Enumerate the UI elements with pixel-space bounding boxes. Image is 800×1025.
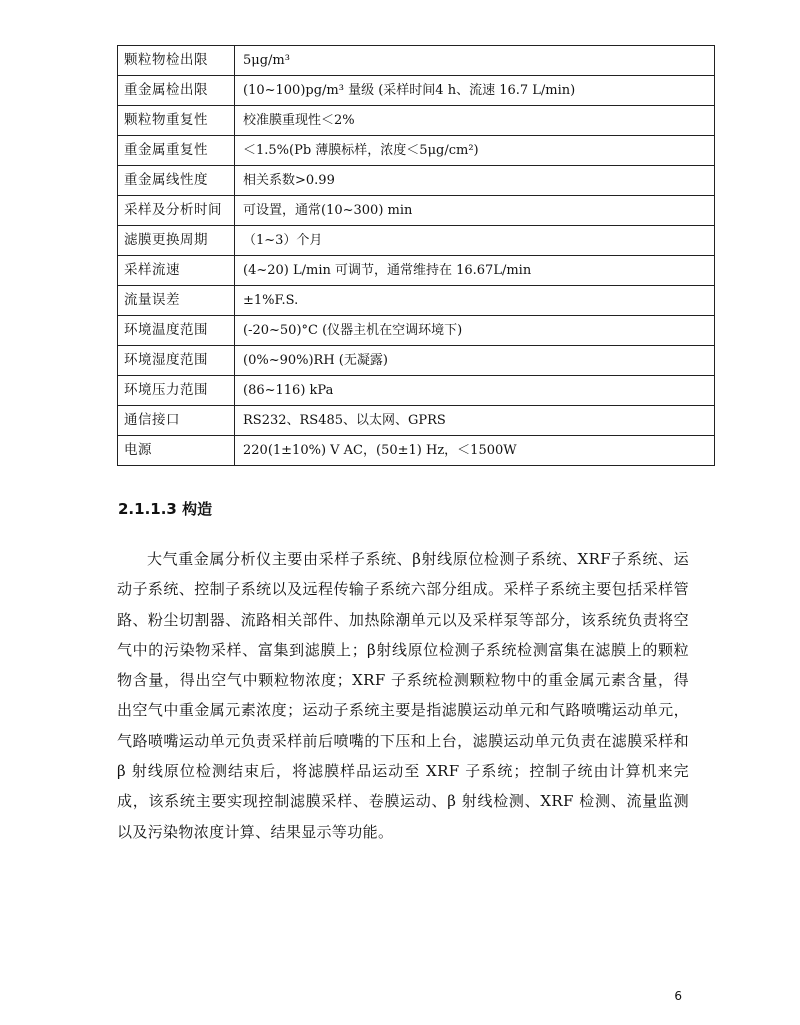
row-label: 流量误差 xyxy=(118,286,235,316)
row-label: 环境湿度范围 xyxy=(118,346,235,376)
table-row xyxy=(118,196,715,226)
row-value: (10~100)pg/m³ 量级 (采样时间4 h、流速 16.7 L/min) xyxy=(235,76,715,106)
row-value: 可设置，通常(10~300) min xyxy=(235,196,715,226)
table-row xyxy=(118,166,715,196)
row-label: 颗粒物检出限 xyxy=(118,46,235,76)
row-label: 环境压力范围 xyxy=(118,376,235,406)
row-label: 电源 xyxy=(118,436,235,466)
row-label: 通信接口 xyxy=(118,406,235,436)
body-paragraph: 大气重金属分析仪主要由采样子系统、β射线原位检测子系统、XRF子系统、运动子系统、控制子系统以及远程传输子系统六部分组成。采样子系统主要包括采样管路、粉尘切割器、流路相关部件、加热除潮单元以及采样泵等部分，该系统负责将空气中的污染物采样、富集到滤膜上；β射线原位检测子系统检测富集在滤膜上的颗粒物含量，得出空气中颗粒物浓度；XRF 子系统检测颗粒物中的重金属元素含量，得出空气中重金属元素浓度；运动子系统主要是指滤膜运动单元和气路喷嘴运动单元，气路喷嘴运动单元负责采样前后喷嘴的下压和上台，滤膜运动单元负责在滤膜采样和 β 射线原位检测结束后，将滤膜样品运动至 XRF 子系统；控制子统由计算机来完成，该系统主要实现控制滤膜采样、卷膜运动、β 射线检测、XRF 检测、流量监测以及污染物浓度计算、结果显示等功能。 xyxy=(117,550,689,841)
row-value: 5μg/m³ xyxy=(235,46,715,76)
table-row xyxy=(118,436,715,466)
specification-table-body xyxy=(118,46,715,466)
table-row xyxy=(118,106,715,136)
row-value: (0%~90%)RH (无凝露) xyxy=(235,346,715,376)
table-row xyxy=(118,346,715,376)
table-row xyxy=(118,76,715,106)
table-row xyxy=(118,136,715,166)
table-row xyxy=(118,46,715,76)
row-label: 滤膜更换周期 xyxy=(118,226,235,256)
table-row xyxy=(118,256,715,286)
table-row xyxy=(118,286,715,316)
row-value: RS232、RS485、以太网、GPRS xyxy=(235,406,715,436)
row-value: （1~3）个月 xyxy=(235,226,715,256)
section-heading: 2.1.1.3 构造 xyxy=(118,500,213,518)
table-row xyxy=(118,376,715,406)
row-value: (86~116) kPa xyxy=(235,376,715,406)
row-value: 相关系数>0.99 xyxy=(235,166,715,196)
table-row xyxy=(118,316,715,346)
row-label: 采样流速 xyxy=(118,256,235,286)
row-label: 采样及分析时间 xyxy=(118,196,235,226)
page-number: 6 xyxy=(674,989,682,1003)
specification-table xyxy=(117,45,715,466)
row-label: 重金属重复性 xyxy=(118,136,235,166)
row-value: (-20~50)°C (仪器主机在空调环境下) xyxy=(235,316,715,346)
table-row xyxy=(118,406,715,436)
row-value: 校准膜重现性＜2% xyxy=(235,106,715,136)
row-value: (4~20) L/min 可调节，通常维持在 16.67L/min xyxy=(235,256,715,286)
row-value: ＜1.5%(Pb 薄膜标样，浓度＜5μg/cm²) xyxy=(235,136,715,166)
table-row xyxy=(118,226,715,256)
row-label: 环境温度范围 xyxy=(118,316,235,346)
row-value: 220(1±10%) V AC，(50±1) Hz，＜1500W xyxy=(235,436,715,466)
row-label: 重金属线性度 xyxy=(118,166,235,196)
row-label: 颗粒物重复性 xyxy=(118,106,235,136)
row-label: 重金属检出限 xyxy=(118,76,235,106)
row-value: ±1%F.S. xyxy=(235,286,715,316)
